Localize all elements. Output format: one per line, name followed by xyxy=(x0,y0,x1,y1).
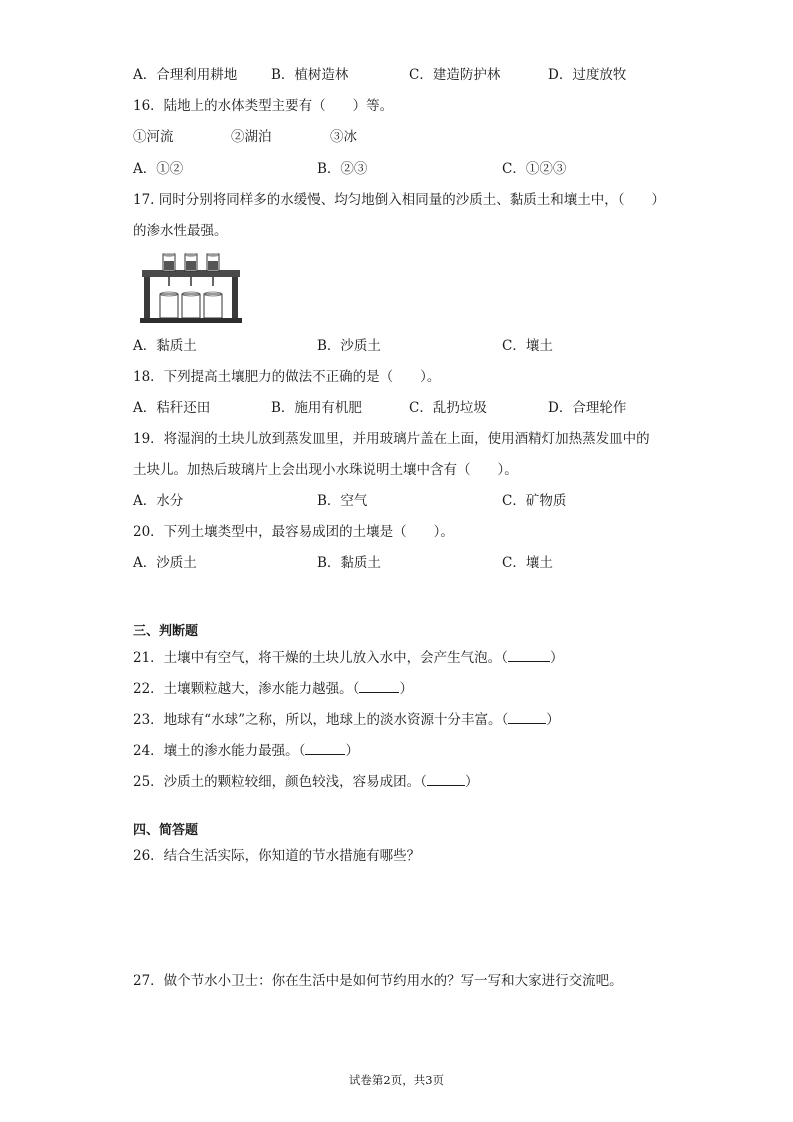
q17-option-a: A．黏质土 xyxy=(133,338,197,354)
q17-stem-line1: 17. 同时分别将同样多的水缓慢、均匀地倒入相同量的沙质土、黏质土和壤土中，（ ） xyxy=(133,192,666,208)
q17-option-b: B．沙质土 xyxy=(317,338,381,354)
q18-option-d: D．合理轮作 xyxy=(548,400,627,416)
q18-option-b: B．施用有机肥 xyxy=(271,400,362,416)
q19-option-c: C．矿物质 xyxy=(502,493,567,509)
q15-option-a: A．合理利用耕地 xyxy=(133,67,238,83)
q22-text: 22．土壤颗粒越大，渗水能力越强。（ xyxy=(133,681,360,697)
q23 xyxy=(133,711,560,729)
q18-option-c: C．乱扔垃圾 xyxy=(409,400,487,416)
section-4-title: 四、简答题 xyxy=(133,823,199,838)
q24 xyxy=(133,742,359,760)
q25-text: 25．沙质土的颗粒较细，颜色较浅，容易成团。（ xyxy=(133,774,427,790)
q21-close: ） xyxy=(549,650,564,666)
q25-answer-blank[interactable] xyxy=(427,773,465,786)
q22-close: ） xyxy=(399,681,413,697)
funnel-stand-apparatus-illustration xyxy=(140,252,242,324)
q16-option-c: C．①②③ xyxy=(502,161,567,177)
q16-stem: 16．陆地上的水体类型主要有（ ）等。 xyxy=(133,98,394,114)
q26: 26．结合生活实际，你知道的节水措施有哪些？ xyxy=(133,848,421,864)
q27: 27．做个节水小卫士：你在生活中是如何节约用水的？写一写和大家进行交流吧。 xyxy=(133,973,623,989)
q25 xyxy=(133,773,478,791)
q24-close: ） xyxy=(345,743,359,759)
q20-stem: 20．下列土壤类型中，最容易成团的土壤是（ ）。 xyxy=(133,524,454,540)
q17-option-c: C．壤土 xyxy=(502,338,553,354)
q19-option-b: B．空气 xyxy=(317,493,368,509)
q18-stem: 18．下列提高土壤肥力的做法不正确的是（ ）。 xyxy=(133,369,441,385)
q21-text: 21．土壤中有空气，将干燥的土块儿放入水中，会产生气泡。（ xyxy=(133,650,508,666)
page-footer: 试卷第2页，共3页 xyxy=(348,1073,445,1087)
q24-answer-blank[interactable] xyxy=(305,742,345,755)
q20-option-c: C．壤土 xyxy=(502,555,553,571)
q25-close: ） xyxy=(464,774,479,790)
q18-option-a: A．秸秆还田 xyxy=(133,400,211,416)
q20-option-a: A．沙质土 xyxy=(133,555,197,571)
q16-item-3: ③冰 xyxy=(330,129,357,145)
q17-stem-line2: 的渗水性最强。 xyxy=(133,223,228,239)
q19-option-a: A．水分 xyxy=(133,493,184,509)
q22 xyxy=(133,680,413,698)
q19-stem-line2: 土块儿。加热后玻璃片上会出现小水珠说明土壤中含有（ ）。 xyxy=(133,462,518,478)
q16-option-a: A．①② xyxy=(133,161,184,177)
q20-option-b: B．黏质土 xyxy=(317,555,381,571)
q21 xyxy=(133,649,563,667)
section-3-title: 三、判断题 xyxy=(133,624,199,639)
q21-answer-blank[interactable] xyxy=(508,649,550,662)
q22-answer-blank[interactable] xyxy=(359,680,399,693)
q15-option-c: C．建造防护林 xyxy=(409,67,501,83)
q16-option-b: B．②③ xyxy=(317,161,368,177)
q16-item-2: ②湖泊 xyxy=(231,129,272,145)
q15-option-b: B．植树造林 xyxy=(271,67,349,83)
q15-option-d: D．过度放牧 xyxy=(548,67,627,83)
q23-answer-blank[interactable] xyxy=(508,711,546,724)
q23-text: 23．地球有“水球”之称，所以，地球上的淡水资源十分丰富。（ xyxy=(133,712,509,728)
q16-item-1: ①河流 xyxy=(133,129,174,145)
q19-stem-line1: 19．将湿润的土块儿放到蒸发皿里，并用玻璃片盖在上面，使用酒精灯加热蒸发皿中的 xyxy=(133,431,650,447)
q24-text: 24．壤土的渗水能力最强。（ xyxy=(133,743,306,759)
q23-close: ） xyxy=(546,712,560,728)
